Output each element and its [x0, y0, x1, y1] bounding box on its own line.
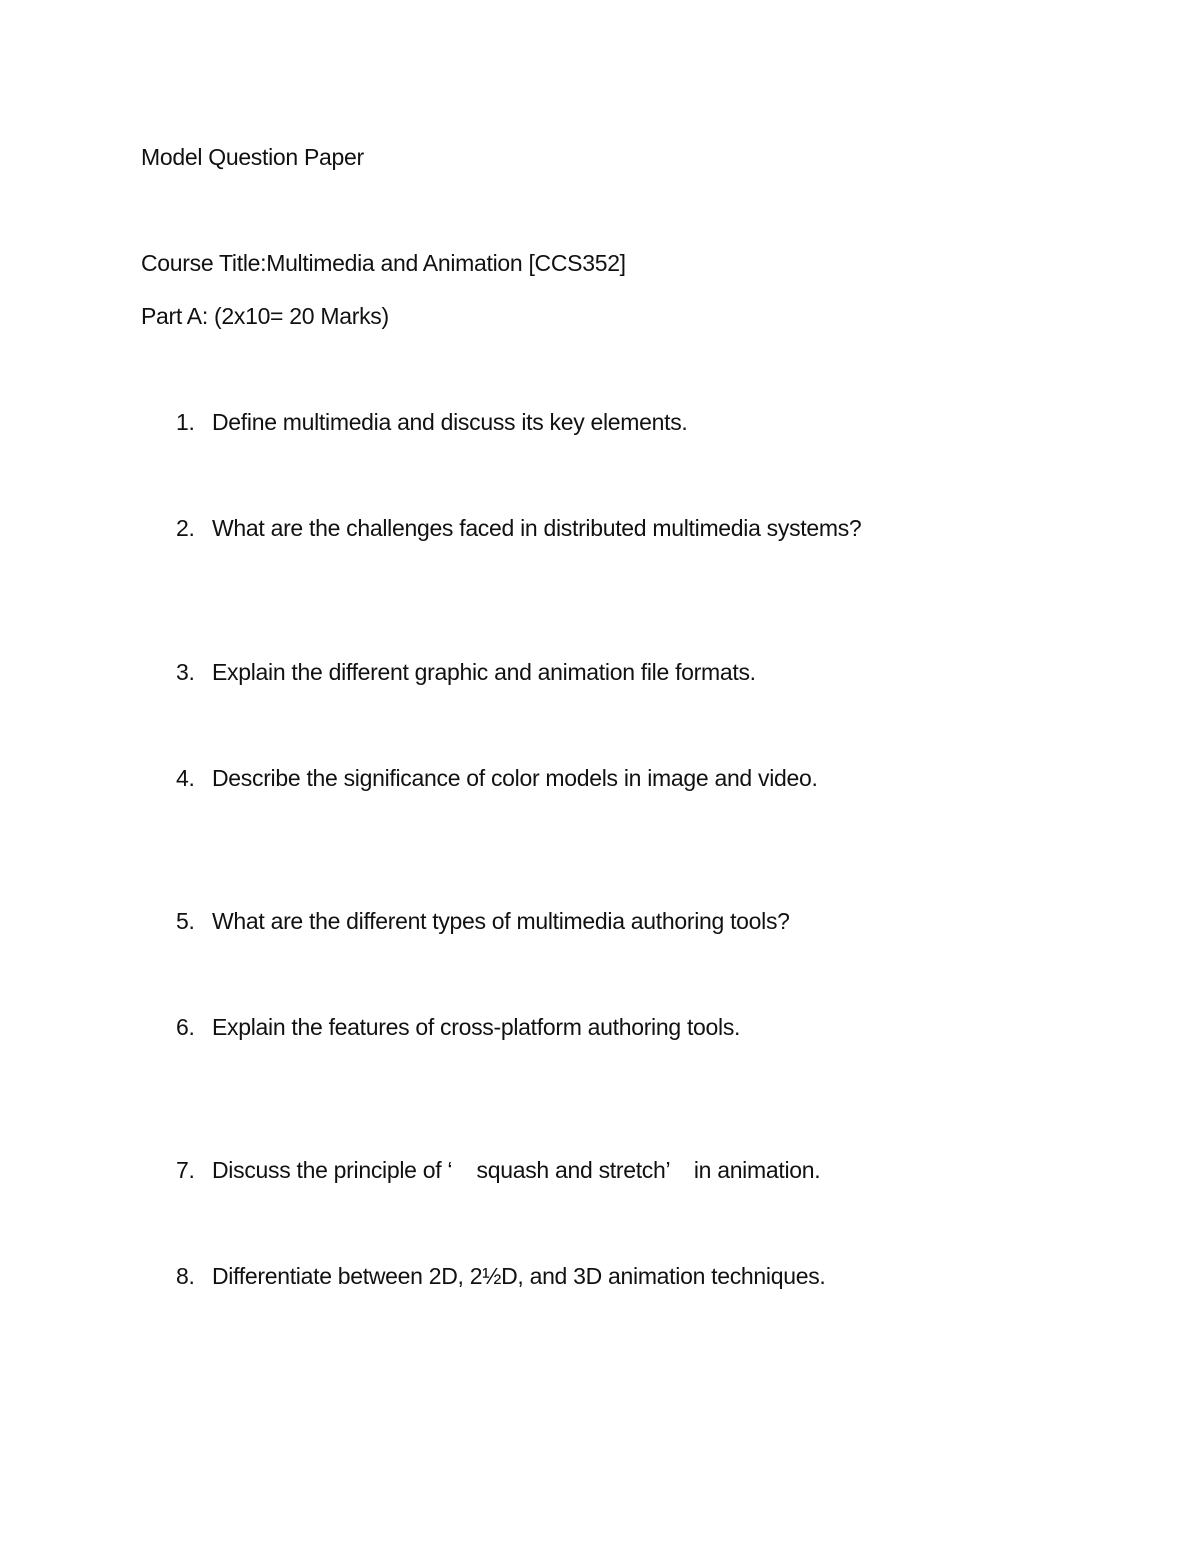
- question-number: 3.: [176, 659, 195, 685]
- question-text: Explain the different graphic and animation file formats.: [212, 659, 756, 685]
- question-number: 8.: [176, 1263, 195, 1289]
- question-item: [176, 907, 790, 935]
- question-number: 5.: [176, 908, 195, 934]
- question-item: [176, 408, 688, 436]
- course-title: Course Title:Multimedia and Animation [CCS352]: [141, 250, 626, 276]
- question-item: [176, 514, 861, 542]
- question-item: [176, 1156, 820, 1184]
- question-number: 2.: [176, 515, 195, 541]
- part-heading: Part A: (2x10= 20 Marks): [141, 303, 389, 329]
- question-text: Describe the significance of color models in image and video.: [212, 765, 818, 791]
- question-number: 4.: [176, 765, 195, 791]
- question-number: 6.: [176, 1014, 195, 1040]
- question-item: [176, 764, 818, 792]
- question-text: Differentiate between 2D, 2½D, and 3D animation techniques.: [212, 1263, 826, 1289]
- question-item: [176, 1262, 826, 1290]
- question-text: What are the different types of multimedia authoring tools?: [212, 908, 790, 934]
- question-number: 7.: [176, 1157, 195, 1183]
- question-item: [176, 1013, 740, 1041]
- question-text: Discuss the principle of ‘ squash and stretch’ in animation.: [212, 1157, 821, 1183]
- question-item: [176, 658, 756, 686]
- question-text: Define multimedia and discuss its key elements.: [212, 409, 688, 435]
- question-number: 1.: [176, 409, 195, 435]
- paper-title: Model Question Paper: [141, 144, 364, 170]
- question-text: What are the challenges faced in distributed multimedia systems?: [212, 515, 862, 541]
- question-text: Explain the features of cross-platform authoring tools.: [212, 1014, 741, 1040]
